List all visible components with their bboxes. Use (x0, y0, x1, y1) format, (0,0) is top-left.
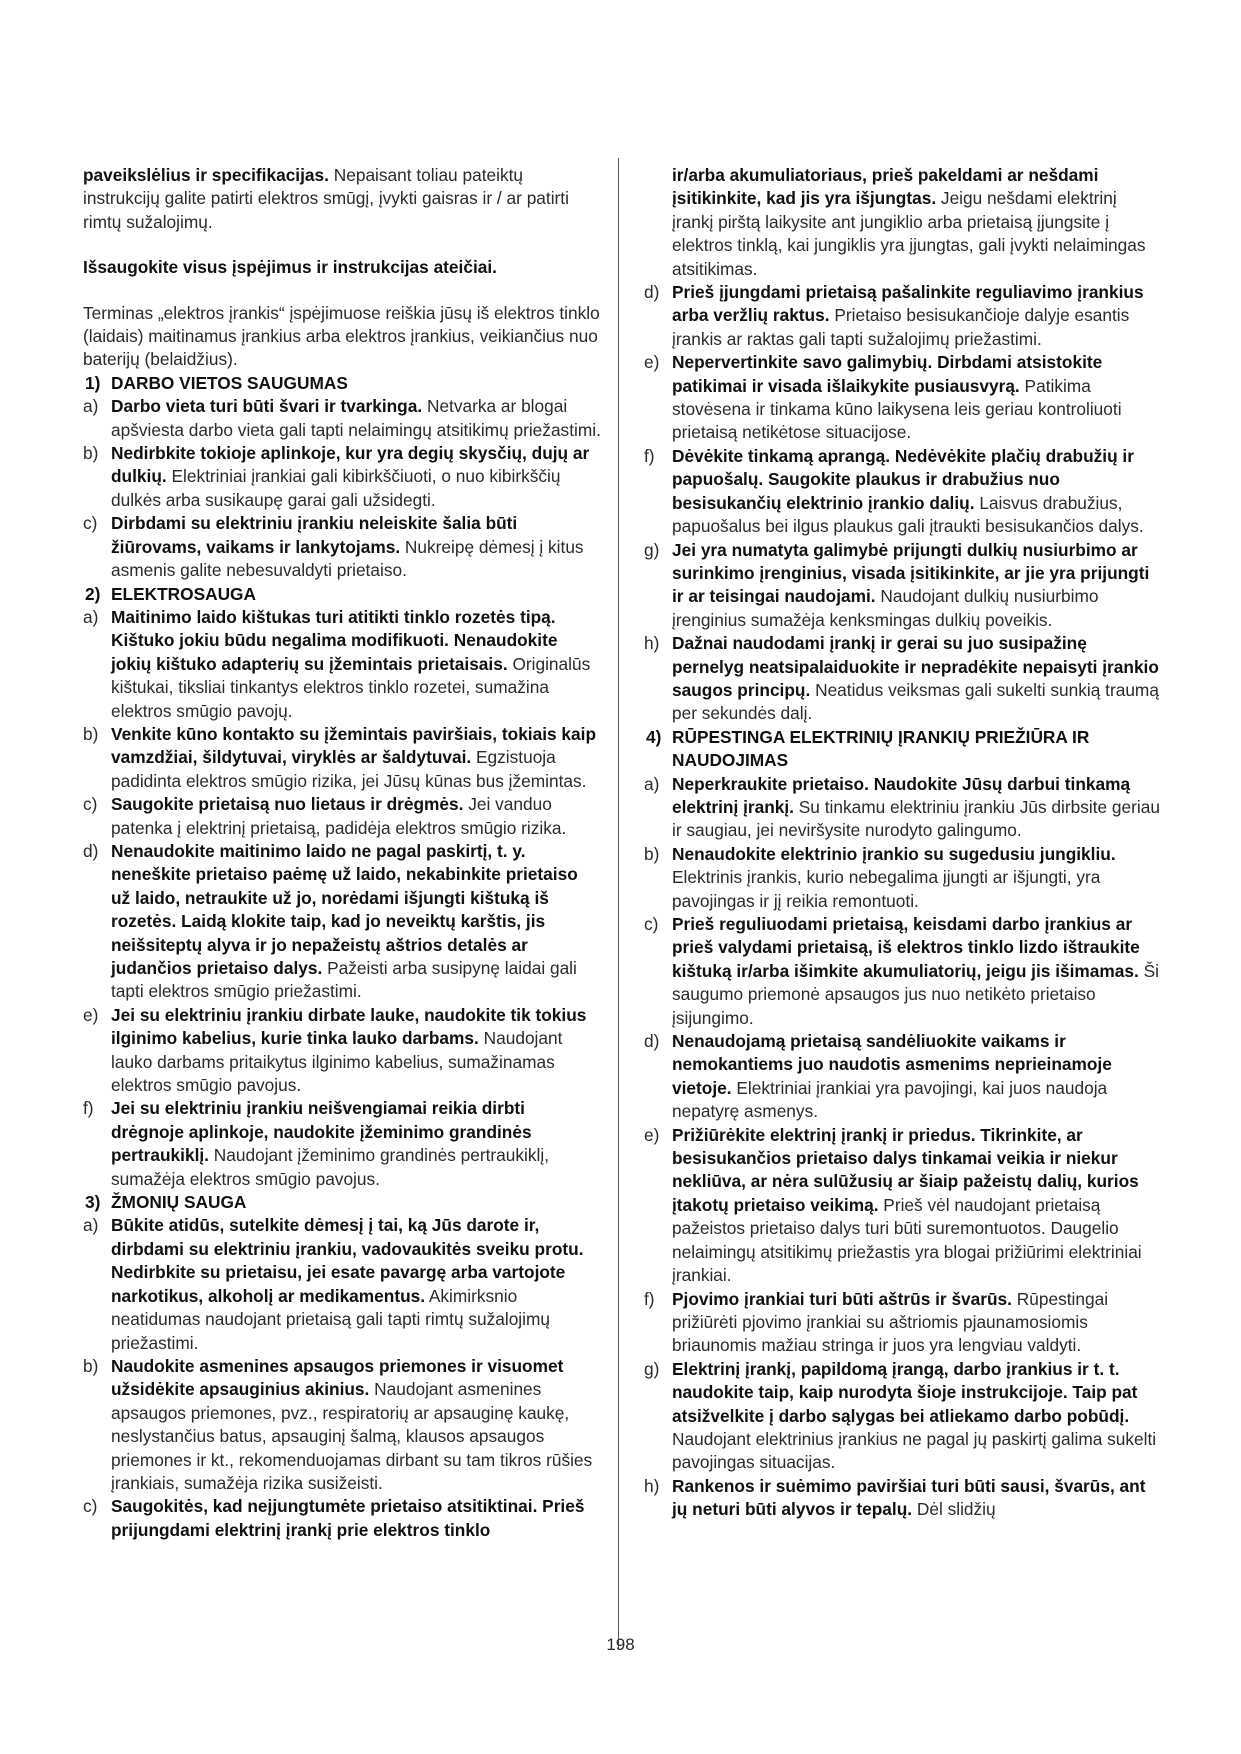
item-bold-text: Elektrinį įrankį, papildomą įrangą, darbo įrankius ir t. t. naudokite taip, kaip nurodyta šioje instrukcijoje. Taip pat atsižvelkite į darbo sąlygas bei atliekamo darbo pobūdį. (672, 1358, 1138, 1426)
item-bold-text: Dirbdami su elektriniu įrankiu neleiskite šalia būti žiūrovams, vaikams ir lankytojams. (111, 513, 518, 557)
item-bold-text: Naudokite asmenines apsaugos priemones ir visuomet užsidėkite apsauginius akinius. (111, 1355, 564, 1400)
section-heading-personal: 3) ŽMONIŲ SAUGA (85, 1192, 247, 1213)
list-item (644, 351, 1162, 445)
item-letter: b) (644, 843, 660, 864)
item-letter: e) (644, 352, 660, 373)
section-heading-electrical: 2) ELEKTROSAUGA (85, 583, 256, 604)
list-item (644, 1358, 1162, 1475)
item-letter: f) (83, 1098, 94, 1119)
item-plain-text: Prietaiso besisukančioje dalyje esantis įrankis ar raktas gali tapti sužalojimų priežastimi. (672, 305, 1130, 349)
item-plain-text: Neatidus veiksmas gali sukelti sunkią traumą per sekundės dalį. (672, 679, 1159, 724)
item-plain-text: Jei vanduo patenka į elektrinį prietaisą, padidėja elektros smūgio rizika. (111, 794, 567, 838)
list-item (83, 512, 601, 582)
item-plain-text: Naudojant elektrinius įrankius ne pagal jų paskirtį galima sukelti pavojingas situacijas. (672, 1428, 1157, 1473)
item-letter: d) (644, 282, 660, 303)
item-letter: h) (644, 633, 660, 654)
item-bold-text: Pjovimo įrankiai turi būti aštrūs ir švarūs. (672, 1288, 1012, 1309)
section-tool-care-list (644, 773, 1162, 1522)
item-letter: c) (83, 513, 98, 534)
list-item (644, 773, 1162, 843)
item-letter: c) (644, 914, 659, 934)
list-item (83, 1495, 601, 1542)
item-bold-text: Saugokitės, kad neįjungtumėte prietaiso atsitiktinai. Prieš prijungdami elektrinį įrankį prie elektros tinklo (111, 1496, 585, 1540)
item-letter: c) (83, 1496, 98, 1517)
intro-paragraph: paveikslėlius ir specifikacijas. Nepaisant toliau pateiktų instrukcijų galite patirti elektros smūgį, įvykti gaisras ir / ar patirti rimtų sužalojimų. (83, 165, 569, 232)
item-bold-text: Prieš reguliuodami prietaisą, keisdami darbo įrankius ar prieš valydami prietaisą, iš elektros tinklo lizdo ištraukite kištuką ir/arba išimkite akumuliatorių, jeigu jis išimamas. (672, 914, 1140, 981)
column-divider (618, 158, 619, 1648)
item-text (672, 843, 1162, 913)
item-text (672, 281, 1162, 351)
list-item (644, 1030, 1162, 1124)
continued-paragraph: ir/arba akumuliatoriaus, prieš pakeldami ar nešdami įsitikinkite, kad jis yra išjungtas. Jeigu nešdami elektrinį įrankį pirštą laikysite ant jungiklio arba prietaisą įjungsite į elektros tinklą, kai jungiklis yra įjungtas, gali įvykti nelaimingas atsitikimas. (672, 165, 1146, 279)
list-item (83, 1004, 601, 1098)
section-heading-work-area: 1) DARBO VIETOS SAUGUMAS (85, 372, 348, 393)
item-letter: d) (83, 840, 99, 861)
item-text (111, 1495, 601, 1542)
item-letter: a) (83, 606, 99, 627)
list-item (644, 843, 1162, 913)
item-letter: a) (83, 1215, 99, 1236)
list-item (83, 1097, 601, 1191)
item-plain-text: Elektriniai įrankiai gali kibirkščiuoti, o nuo kibirkščių dulkės arba susikaupę garai gali užsidegti. (111, 466, 561, 510)
item-text (111, 606, 601, 723)
item-bold-text: Būkite atidūs, sutelkite dėmesį į tai, ką Jūs darote ir, dirbdami su elektriniu įrankiu, vadovaukitės sveiku protu. Nedirbkite su prietaisu, jei esate pavargę arba vartojote narkotikus, alkoholį ar medikamentus. (111, 1215, 584, 1306)
item-text (111, 1214, 601, 1354)
item-bold-text: Rankenos ir suėmimo paviršiai turi būti sausi, švarūs, ant jų neturi būti alyvos ir tepalų. (672, 1475, 1146, 1520)
item-bold-text: Nenaudojamą prietaisą sandėliuokite vaikams ir nemokantiems juo naudotis asmenims neprieinamoje vietoje. (672, 1031, 1112, 1098)
item-bold-text: Nedirbkite tokioje aplinkoje, kur yra degių skysčių, dujų ar dulkių. (111, 443, 590, 487)
item-text (672, 1358, 1162, 1475)
list-item (644, 445, 1162, 539)
item-plain-text: Laisvus drabužius, papuošalus bei ilgus plaukus gali įtraukti besisukančios dalys. (672, 492, 1144, 537)
item-letter: h) (644, 1475, 660, 1496)
item-text (111, 723, 601, 793)
list-item (83, 840, 601, 1004)
item-letter: b) (83, 1355, 99, 1376)
item-text (672, 445, 1162, 539)
item-letter: g) (644, 539, 660, 560)
page-number: 198 (606, 1635, 635, 1654)
item-plain-text: Naudojant lauko darbams pritaikytus ilginimo kabelius, sumažinamas elektros smūgio pavojus. (111, 1028, 563, 1096)
item-text (672, 1288, 1162, 1358)
item-plain-text: Egzistuoja padidinta elektros smūgio rizika, jei Jūsų kūnas bus įžemintas. (111, 747, 587, 791)
item-letter: a) (644, 773, 660, 794)
term-definition: Terminas „elektros įrankis“ įspėjimuose reiškia jūsų iš elektros tinklo (laidais) maitinamus įrankius arba elektros įrankius, veikiančius nuo baterijų (belaidžius). (83, 302, 600, 370)
item-plain-text: Ši saugumo priemonė apsaugos jus nuo netikėto prietaiso įsijungimo. (672, 960, 1159, 1028)
item-text (672, 913, 1162, 1030)
list-item (83, 606, 601, 723)
item-bold-text: Prižiūrėkite elektrinį įrankį ir priedus. Tikrinkite, ar besisukančios prietaiso dalys tinkamai veikia ir niekur nekliūva, ar nėra sulūžusių ar šiaip pažeistų dalių, kurios įtakotų prietaiso veikimą. (672, 1124, 1139, 1215)
item-bold-text: Darbo vieta turi būti švari ir tvarkinga. (111, 396, 423, 417)
item-letter: b) (83, 443, 99, 464)
right-column (644, 164, 1162, 1522)
item-text (672, 1124, 1162, 1288)
item-letter: f) (644, 445, 655, 466)
item-plain-text: Originalūs kištukai, tiksliai tinkantys elektros tinklo rozetei, sumažina elektros smūgio pavojų. (111, 653, 591, 721)
item-letter: f) (644, 1288, 655, 1309)
list-item (644, 913, 1162, 1030)
item-plain-text: Naudojant dulkių nusiurbimo įrenginius sumažėja kenksmingas dulkių poveikis. (672, 586, 1099, 630)
item-text (111, 442, 601, 512)
item-plain-text: Su tinkamu elektriniu įrankiu Jūs dirbsite geriau ir saugiau, jei neviršysite nurodyto galingumo. (672, 796, 1160, 841)
item-plain-text: Akimirksnio neatidumas naudojant prietaisą gali tapti rimtų sužalojimų priežastimi. (111, 1285, 550, 1353)
list-item (644, 281, 1162, 351)
item-text (672, 539, 1162, 633)
item-bold-text: Nepervertinkite savo galimybių. Dirbdami atsistokite patikimai ir visada išlaikykite pusiausvyrą. (672, 352, 1103, 396)
item-plain-text: Netvarka ar blogai apšviesta darbo vieta gali tapti nelaimingų atsitikimų priežastimi. (111, 396, 601, 440)
list-item (83, 1214, 601, 1354)
left-column (83, 164, 601, 1542)
item-plain-text: Pažeisti arba susipynę laidai gali tapti elektros smūgio priežastimi. (111, 958, 577, 1002)
item-plain-text: Prieš vėl naudojant prietaisą pažeistos prietaiso dalys turi būti suremontuotos. Daugelio nelaimingų atsitikimų priežastis yra blogai prižiūrimi elektriniai įrankiai. (672, 1194, 1142, 1286)
list-item (83, 442, 601, 512)
item-text (672, 351, 1162, 445)
item-letter: e) (83, 1004, 99, 1025)
save-instructions-notice: Išsaugokite visus įspėjimus ir instrukcijas ateičiai. (83, 257, 497, 278)
list-item (644, 1475, 1162, 1522)
item-plain-text: Naudojant įžeminimo grandinės pertraukiklį, sumažėja elektros smūgio pavojus. (111, 1145, 549, 1189)
list-item (83, 793, 601, 840)
item-bold-text: Jei su elektriniu įrankiu neišvengiamai reikia dirbti drėgnoje aplinkoje, naudokite įžeminimo grandinės pertraukiklį. (111, 1098, 532, 1166)
section-work-area-list (83, 395, 601, 582)
item-letter: a) (83, 396, 99, 417)
item-bold-text: Nenaudokite maitinimo laido ne pagal paskirtį, t. y. neneškite prietaiso paėmę už laido, nekabinkite prietaiso už laido, netraukite už jo, norėdami išjungti kištuką iš rozetės. Laidą klokite taip, kad jo neveiktų karštis, jis neišsiteptų alyva ir jo nepažeistų aštrios detalės ar judančios prietaiso dalys. (111, 840, 578, 978)
item-text (111, 1004, 601, 1098)
item-plain-text: Naudojant asmenines apsaugos priemones, pvz., respiratorių ar apsauginę kaukę, neslystančius batus, apsauginį šalmą, klausos apsaugos priemones ir kt., rekomenduojamas dirbant su tam tikros rūšies įrankiais, sumažėja rizika susižeisti. (111, 1379, 593, 1493)
item-text (672, 1030, 1162, 1124)
item-bold-text: Neperkraukite prietaiso. Naudokite Jūsų darbui tinkamą elektrinį įrankį. (672, 773, 1131, 817)
section-heading-tool-care: 4) RŪPESTINGA ELEKTRINIŲ ĮRANKIŲ PRIEŽIŪRA IR NAUDOJIMAS (646, 726, 1090, 771)
item-plain-text: Patikima stovėsena ir tinkama kūno laikysena leis geriau kontroliuoti prietaisą netikėtose situacijose. (672, 375, 1122, 443)
item-plain-text: Elektrinis įrankis, kurio nebegalima įjungti ar išjungti, yra pavojingas ir jį reikia remontuoti. (672, 867, 1101, 911)
list-item (644, 1124, 1162, 1288)
item-text (111, 840, 601, 1004)
item-text (111, 1097, 601, 1191)
item-bold-text: Prieš įjungdami prietaisą pašalinkite reguliavimo įrankius arba veržlių raktus. (672, 282, 1144, 326)
item-plain-text: Elektriniai įrankiai yra pavojingi, kai juos naudoja nepatyrę asmenys. (672, 1077, 1108, 1122)
item-text (111, 1355, 601, 1495)
list-item (644, 632, 1162, 726)
item-letter: c) (83, 794, 98, 815)
item-plain-text: Nukreipę dėmesį į kitus asmenis galite nebesuvaldyti prietaiso. (111, 536, 584, 581)
item-bold-text: Venkite kūno kontakto su įžemintais paviršiais, tokiais kaip vamzdžiai, šildytuvai, viryklės ar šaldytuvai. (111, 723, 597, 768)
item-letter: d) (644, 1031, 660, 1052)
item-plain-text: Rūpestingai prižiūrėti pjovimo įrankiai su aštriomis pjaunamosiomis briaunomis mažiau stringa ir juos yra lengviau valdyti. (672, 1288, 1109, 1356)
section-personal-list-right (644, 281, 1162, 726)
list-item (644, 539, 1162, 633)
list-item (83, 723, 601, 793)
item-bold-text: Dėvėkite tinkamą aprangą. Nedėvėkite plačių drabužių ir papuošalų. Saugokite plaukus ir drabužius nuo besisukančių elektrinio įrankio dalių. (672, 445, 1134, 513)
item-bold-text: Jei yra numatyta galimybė prijungti dulkių nusiurbimo ar surinkimo įrenginius, visada įsitikinkite, ar jie yra prijungti ir ar teisingai naudojami. (672, 539, 1150, 607)
item-bold-text: Jei su elektriniu įrankiu dirbate lauke, naudokite tik tokius ilginimo kabelius, kurie tinka lauko darbams. (111, 1004, 587, 1049)
item-bold-text: Saugokite prietaisą nuo lietaus ir drėgmės. (111, 794, 464, 815)
section-electrical-list (83, 606, 601, 1191)
item-text (111, 395, 601, 442)
item-text (111, 793, 601, 840)
list-item (83, 395, 601, 442)
list-item (83, 1355, 601, 1495)
section-personal-list-left (83, 1214, 601, 1542)
item-text (672, 773, 1162, 843)
item-letter: e) (644, 1124, 660, 1145)
item-text (672, 1475, 1162, 1522)
list-item (644, 1288, 1162, 1358)
item-letter: b) (83, 723, 99, 744)
item-text (672, 632, 1162, 726)
item-bold-text: Maitinimo laido kištukas turi atitikti tinklo rozetės tipą. Kištuko jokiu būdu negalima modifikuoti. Nenaudokite jokių kištuko adapterių su įžemintais prietaisais. (111, 606, 558, 674)
item-plain-text: Dėl slidžių (912, 1499, 996, 1520)
item-text (111, 512, 601, 582)
item-bold-text: Nenaudokite elektrinio įrankio su sugedusiu jungikliu. (672, 843, 1116, 864)
item-letter: g) (644, 1358, 660, 1379)
item-bold-text: Dažnai naudodami įrankį ir gerai su juo susipažinę pernelyg neatsipalaiduokite ir nepradėkite nepaisyti įrankio saugos principų. (672, 633, 1159, 700)
